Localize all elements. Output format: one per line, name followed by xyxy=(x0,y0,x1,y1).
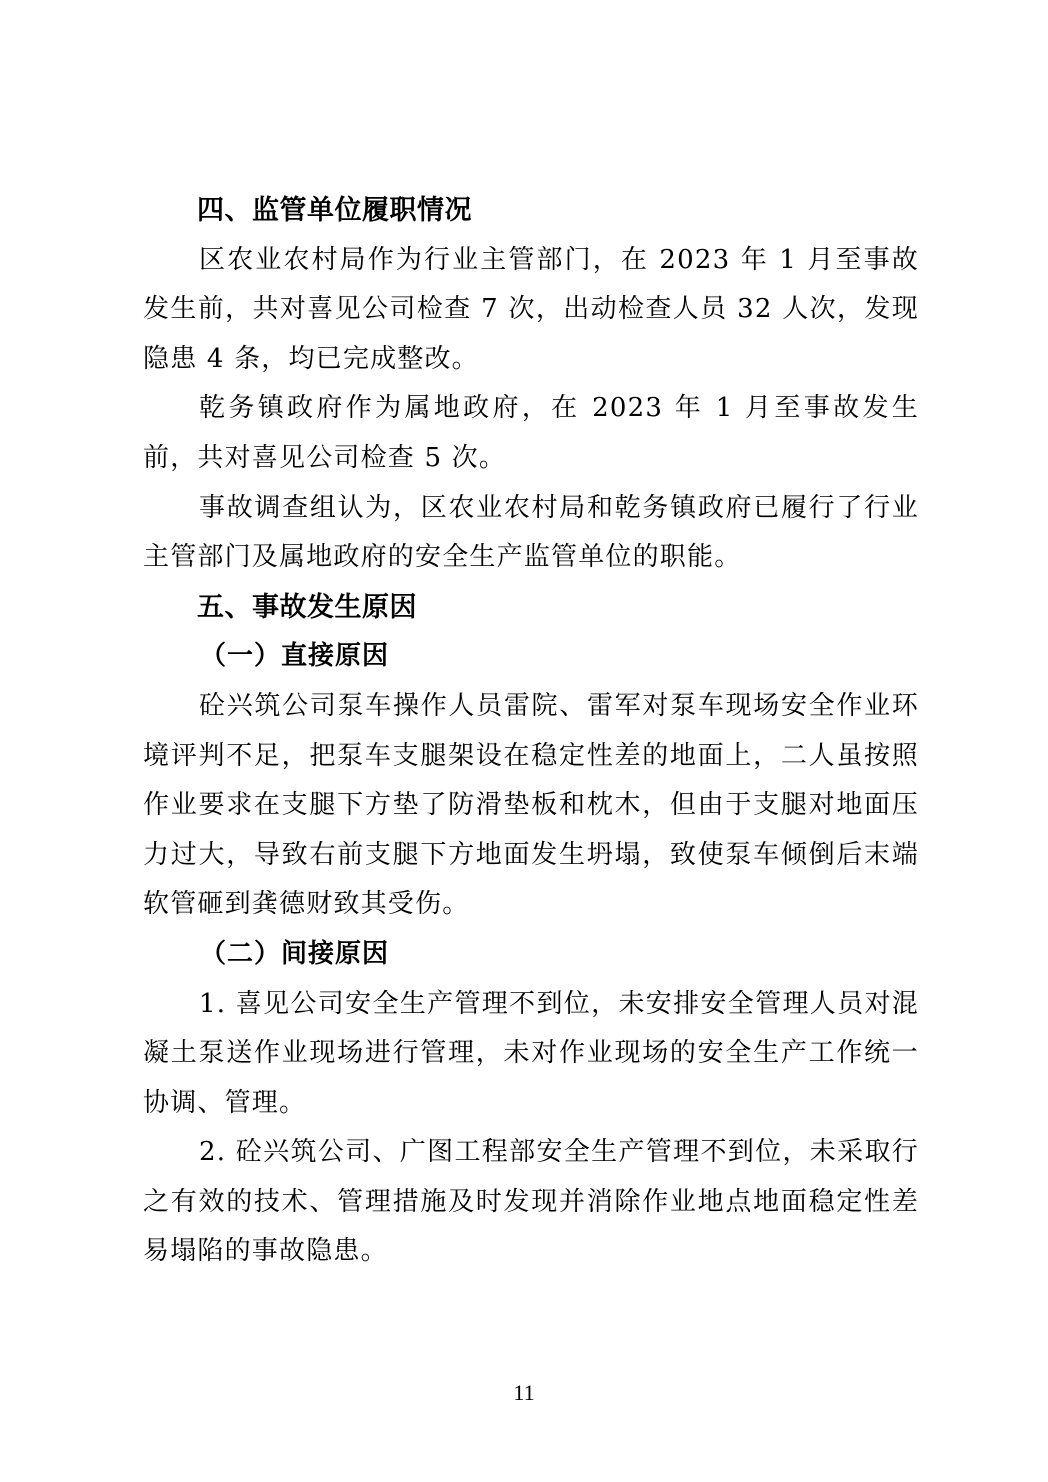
subsection-heading-direct-cause: （一）直接原因 xyxy=(200,641,390,672)
page-number: 11 xyxy=(513,1380,535,1405)
paragraph-indirect-cause-2: 2. 砼兴筑公司、广图工程部安全生产管理不到位，未采取行之有效的技术、管理措施及时发现并消除作业地点地面稳定性差易塌陷的事故隐患。 xyxy=(143,1137,919,1267)
subsection-heading-indirect-cause: （二）间接原因 xyxy=(200,938,390,969)
section-heading-supervision: 四、监管单位履职情况 xyxy=(197,195,472,226)
section-heading-accident-causes: 五、事故发生原因 xyxy=(197,591,417,623)
paragraph-town-government: 乾务镇政府作为属地政府，在 2023 年 1 月至事故发生前，共对喜见公司检查 5 次。 xyxy=(143,393,919,473)
paragraph-indirect-cause-1: 1. 喜见公司安全生产管理不到位，未安排安全管理人员对混凝土泵送作业现场进行管理，未对作业现场的安全生产工作统一协调、管理。 xyxy=(143,988,919,1118)
paragraph-direct-cause: 砼兴筑公司泵车操作人员雷院、雷军对泵车现场安全作业环境评判不足，把泵车支腿架设在稳定性差的地面上，二人虽按照作业要求在支腿下方垫了防滑垫板和枕木，但由于支腿对地面压力过大，导致右前支腿下方地面发生坍塌，致使泵车倾倒后末端软管砸到龚德财致其受伤。 xyxy=(143,690,919,920)
document-body xyxy=(143,186,919,1277)
paragraph-agriculture-bureau: 区农业农村局作为行业主管部门，在 2023 年 1 月至事故发生前，共对喜见公司检查 7 次，出动检查人员 32 人次，发现隐患 4 条，均已完成整改。 xyxy=(143,244,919,374)
paragraph-investigation-conclusion: 事故调查组认为，区农业农村局和乾务镇政府已履行了行业主管部门及属地政府的安全生产监管单位的职能。 xyxy=(143,492,919,573)
